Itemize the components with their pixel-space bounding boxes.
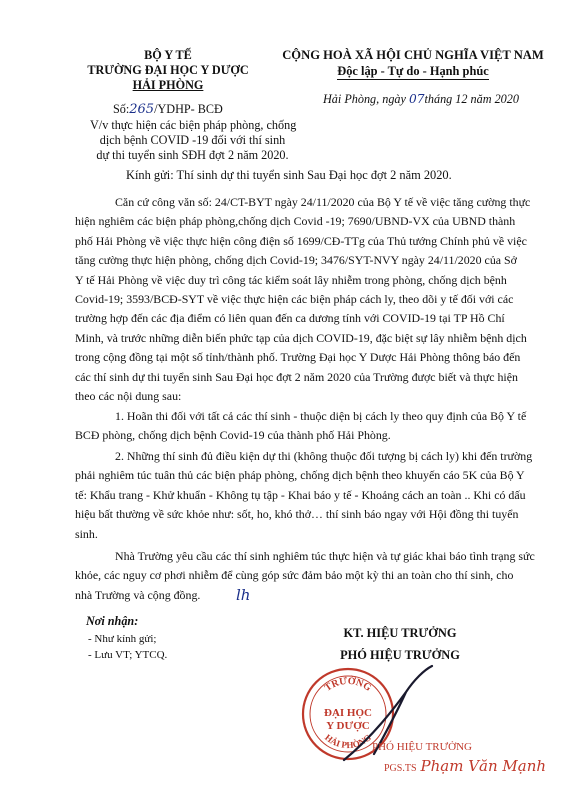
issue-date	[323, 92, 519, 107]
stamp-text-top-path: TRƯỜNG	[322, 675, 374, 694]
closing-paragraph	[75, 547, 535, 605]
paragraph-line: phố Hải Phòng về việc thực hiện công điện số 1699/CĐ-TTg của Thủ tướng Chính phủ về việc	[75, 233, 527, 248]
signer-title-2: PHÓ HIỆU TRƯỞNG	[340, 648, 460, 662]
paragraph-line: Covid-19; 3593/BCĐ-SYT về việc thực hiện các biện pháp cách ly, theo dõi y tế đối với các	[75, 292, 514, 307]
paragraph-line: hiện nghiêm các biện pháp phòng,chống dịch Covid -19; 7690/UBND-VX của UBND thành	[75, 214, 516, 229]
item-line: phải nghiêm túc tuân thủ các biện pháp phòng, chống dịch bệnh theo khuyến cáo 5K của Bộ Y	[75, 468, 525, 483]
signer-title-1: KT. HIỆU TRƯỞNG	[343, 626, 457, 640]
paragraph-line: Y tế Hải Phòng về việc duy trì công tác kiểm soát lây nhiễm trong phòng, chống dịch bệnh	[75, 272, 507, 287]
paragraph-line: các thí sinh dự thi tuyển sinh Sau Đại học đợt 2 năm 2020 của Trường được biết và thực hiện	[75, 369, 518, 384]
item-1	[75, 407, 527, 446]
subject-line: V/v thực hiện các biện pháp phòng, chống	[90, 118, 297, 132]
item-line: 2. Những thí sinh đủ điều kiện dự thi (không thuộc đối tượng bị cách ly) khi đến trường	[115, 449, 533, 463]
item-line: hiệu bất thường về sức khỏe như: sốt, ho, khó thở… thí sinh báo ngay với Hội đồng thi tuyển	[75, 507, 519, 522]
signer-name-line	[384, 757, 546, 776]
subject-line: dự thi tuyển sinh SĐH đợt 2 năm 2020.	[96, 148, 289, 162]
stamp-text-mid2: Y DƯỢC	[326, 720, 370, 732]
item-line: 1. Hoãn thi đối với tất cả các thí sinh - thuộc diện bị cách ly theo quy định của Bộ Y tế	[115, 409, 527, 423]
date-suffix: tháng 12 năm 2020	[424, 92, 519, 106]
signer-degree: PGS.TS	[384, 763, 417, 774]
document-number-handwritten: 265	[129, 102, 155, 117]
signer-name: Phạm Văn Mạnh	[420, 757, 547, 775]
initials-mark: lh	[236, 586, 251, 604]
recipients-title: Nơi nhận:	[86, 614, 139, 628]
recipients-list	[88, 631, 167, 663]
paragraph-line: Căn cứ công văn số: 24/CT-BYT ngày 24/11/2020 của Bộ Y tế về việc tăng cường thực	[115, 195, 531, 209]
closing-line: Nhà Trường yêu cầu các thí sinh nghiêm túc thực hiện và tự giác khai báo tình trạng sức	[115, 549, 535, 563]
stamp-caption: PHÓ HIỆU TRƯỞNG	[372, 741, 472, 753]
closing-line: khỏe, các nguy cơ phơi nhiễm để cùng góp sức đảm bảo một kỳ thi an toàn cho thí sinh, cho	[75, 568, 514, 583]
closing-line: nhà Trường và cộng đồng.	[75, 587, 201, 602]
school-name-line2: HẢI PHÒNG	[132, 78, 204, 92]
stamp-text-bottom-path: HẢI PHÒNG	[322, 732, 374, 751]
item-2	[75, 447, 533, 544]
paragraph-line: theo các nội dung sau:	[75, 389, 182, 404]
national-motto	[278, 64, 548, 79]
paragraph-line: tăng cường thực hiện phòng, chống dịch Covid-19; 3476/SYT-NVY ngày 24/11/2020 của Sở	[75, 253, 517, 268]
document-number-suffix: /YDHP- BCĐ	[154, 102, 223, 116]
school-name-line1: TRƯỜNG ĐẠI HỌC Y DƯỢC	[87, 63, 249, 77]
recipient-item: - Như kính gửi;	[88, 633, 157, 645]
ministry-name: BỘ Y TẾ	[144, 48, 192, 62]
handwritten-signature	[336, 662, 446, 772]
country-name: CỘNG HOÀ XÃ HỘI CHỦ NGHĨA VIỆT NAM	[282, 48, 544, 62]
national-motto-text: Độc lập - Tự do - Hạnh phúc	[337, 64, 489, 78]
date-day-handwritten: 07	[408, 92, 425, 106]
date-prefix: Hải Phòng, ngày	[323, 92, 406, 106]
paragraph-line: trường hợp đến các địa điểm có liên quan đến ca dương tính với COVID-19 tại TP Hồ Chí	[75, 311, 505, 326]
item-line: BCĐ phòng, chống dịch bệnh Covid-19 của thành phố Hải Phòng.	[75, 428, 391, 443]
paragraph-legal-basis	[75, 193, 531, 406]
subject-line: dịch bệnh COVID -19 đối với thí sinh	[99, 133, 286, 147]
document-number-prefix: Số:	[113, 102, 130, 116]
paragraph-line: trong cộng đồng tại một số tỉnh/thành phố. Trường Đại học Y Dược Hải Phòng thông báo đến	[75, 350, 521, 365]
item-line: tế: Khẩu trang - Khử khuẩn - Không tụ tập - Khai báo y tế - Khoảng cách an toàn .. Khi có dấu	[75, 487, 526, 502]
document-subject	[90, 118, 295, 163]
document-number	[113, 102, 223, 117]
stamp-text-mid1: ĐẠI HỌC	[324, 707, 372, 719]
recipient-line: Kính gửi: Thí sinh dự thi tuyển sinh Sau Đại học đợt 2 năm 2020.	[126, 168, 452, 182]
item-line: sinh.	[75, 526, 98, 541]
recipient-item: - Lưu VT; YTCQ.	[88, 649, 168, 661]
paragraph-line: Minh, và trước những diễn biến phức tạp của dịch COVID-19, đặc biệt sự lây nhiễm bệnh dịch	[75, 330, 527, 345]
